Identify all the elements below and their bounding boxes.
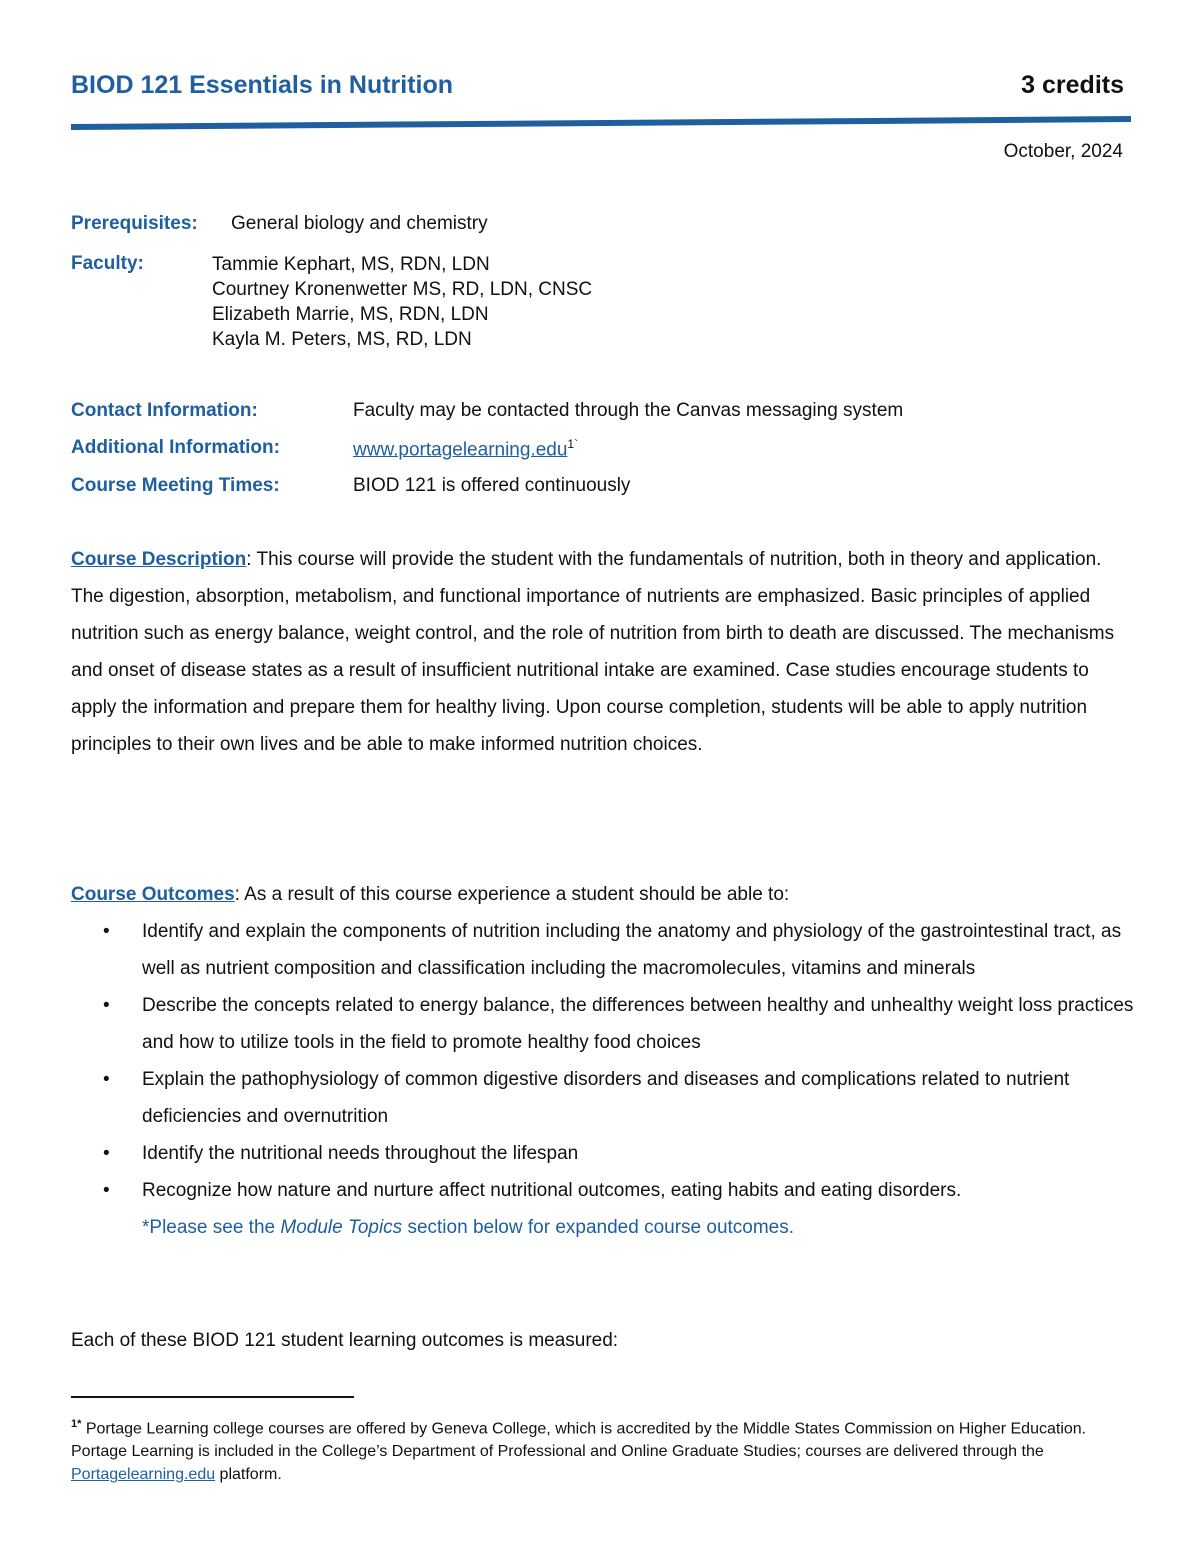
measured-statement: Each of these BIOD 121 student learning outcomes is measured: [71,1330,619,1351]
course-description [71,541,1136,763]
footnote-text: Portage Learning college courses are offered by Geneva College, which is accredited by the Middle States Commission on Higher Education. Portage Learning is included in the College’s Department of Professional and Online Graduate Studies; courses are delivered through the [71,1420,1087,1461]
bullet-icon: • [103,921,110,942]
bullet-icon: • [103,1143,110,1164]
meeting-label: Course Meeting Times: [71,475,280,496]
footnote-text-end: platform. [215,1466,282,1484]
note-text: *Please see the [142,1217,281,1238]
list-item [71,1135,1136,1172]
course-outcomes-intro-text: : As a result of this course experience a student should be able to: [234,884,790,905]
list-item [71,1061,1136,1135]
prerequisites-value: General biology and chemistry [231,213,488,234]
bullet-icon: • [103,995,110,1016]
outcome-text: Identify the nutritional needs throughout the lifespan [142,1143,579,1164]
faculty-member: Tammie Kephart, MS, RDN, LDN [212,254,490,275]
module-topics-note [71,1209,1136,1246]
list-item [71,1172,1136,1209]
footnote [71,1413,1136,1486]
portage-website-link[interactable]: www.portagelearning.edu [353,439,568,461]
footnote-marker: 1* [71,1418,82,1430]
course-credits: 3 credits [1021,71,1124,99]
bullet-icon: • [103,1180,110,1201]
portagelearning-link[interactable]: Portagelearning.edu [71,1466,216,1484]
note-text: section below for expanded course outcomes. [402,1217,795,1238]
list-item [71,987,1136,1061]
bullet-icon: • [103,1069,110,1090]
faculty-label: Faculty: [71,253,144,274]
meeting-value: BIOD 121 is offered continuously [353,475,631,496]
course-description-text: : This course will provide the student with the fundamentals of nutrition, both in theory and application. The digestion, absorption, metabolism, and functional importance of nutrients are emphasized. Basic principles of applied nutrition such as energy balance, weight control, and the role of nutrition from birth to death are discussed. The mechanisms and onset of disease states as a result of insufficient nutritional intake are examined. Case studies encourage students to apply the information and prepare them for healthy living. Upon course completion, students will be able to apply nutrition principles to their own lives and be able to make informed nutrition choices. [71,549,1115,755]
footnote-ref: 1` [567,437,579,451]
contact-value: Faculty may be contacted through the Canvas messaging system [353,400,904,421]
additional-value [353,437,578,461]
header-rule [71,116,1131,130]
course-outcomes [71,876,1136,1246]
faculty-list [212,252,592,352]
outcome-text: Explain the pathophysiology of common digestive disorders and diseases and complications related to nutrient deficiencies and overnutrition [142,1069,1070,1127]
course-title: BIOD 121 Essentials in Nutrition [71,71,454,99]
footnote-divider [71,1396,354,1398]
additional-label: Additional Information: [71,437,280,458]
course-outcomes-heading: Course Outcomes [71,884,235,905]
outcomes-list [71,913,1136,1209]
outcome-text: Identify and explain the components of nutrition including the anatomy and physiology of the gastrointestinal tract, as well as nutrient composition and classification including the macromolecules, vitamins and minerals [142,921,1122,979]
faculty-member: Courtney Kronenwetter MS, RD, LDN, CNSC [212,279,593,300]
prerequisites-label: Prerequisites: [71,213,198,234]
course-outcomes-intro [71,876,1136,913]
faculty-member: Elizabeth Marrie, MS, RDN, LDN [212,304,489,325]
outcome-text: Describe the concepts related to energy balance, the differences between healthy and unhealthy weight loss practices and how to utilize tools in the field to promote healthy food choices [142,995,1134,1053]
faculty-member: Kayla M. Peters, MS, RD, LDN [212,329,472,350]
course-description-heading: Course Description [71,549,247,570]
contact-label: Contact Information: [71,400,258,421]
list-item [71,913,1136,987]
note-emphasis: Module Topics [280,1217,403,1238]
outcome-text: Recognize how nature and nurture affect nutritional outcomes, eating habits and eating disorders. [142,1180,962,1201]
document-date: October, 2024 [1003,141,1123,162]
